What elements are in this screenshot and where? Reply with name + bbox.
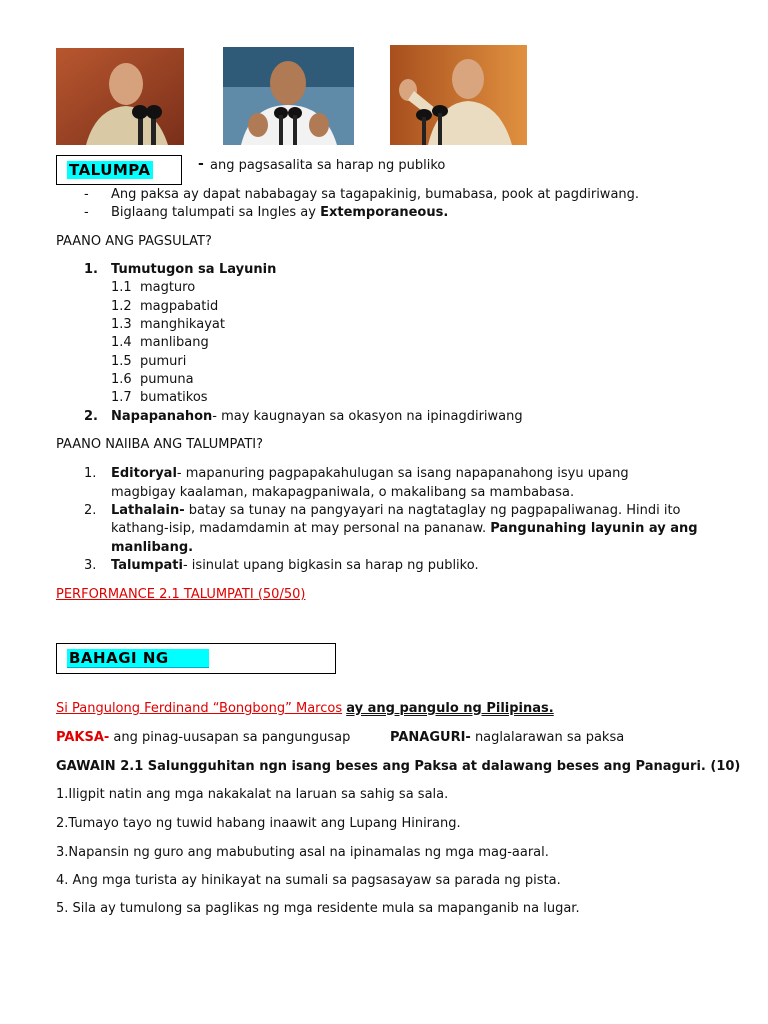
photo-duterte [223,47,354,145]
definition-dash: - [198,156,204,172]
gawain-title: GAWAIN 2.1 Salungguhitan ngn isang beses ang Paksa at dalawang beses ang Panaguri. (10) [56,759,741,774]
gawain-item: 4. Ang mga turista ay hinikayat na sumali sa pagsasayaw sa parada ng pista. [56,873,561,888]
bullet-dash: - [84,187,89,202]
naiiba-item-editoryal: Editoryal- mapanuring pagpapakahulugan sa isang napapanahong isyu upang [111,466,629,481]
sublist-item: 1.1 magturo [111,280,196,295]
naiiba-item-lathalain-cont: kathang-isip, madamdamin at may personal na pananaw. Pangunahing layunin ay ang [111,521,698,536]
performance-task-link[interactable]: PERFORMANCE 2.1 TALUMPATI (50/50) [56,587,306,602]
talumpati-title-box [56,155,182,185]
sublist-item: 1.2 magpabatid [111,299,219,314]
paksa-definition: PAKSA- ang pinag-uusapan sa pangungusap [56,730,351,745]
sublist-item: 1.7 bumatikos [111,390,208,405]
example-subject: Si Pangulong Ferdinand “Bongbong” Marcos [56,701,343,716]
pagsulat-heading: PAANO ANG PAGSULAT? [56,234,212,249]
bullet-biglaan [111,205,448,220]
bullet-paksa: Ang paksa ay dapat nababagay sa tagapakinig, bumabasa, pook at pagdiriwang. [111,187,640,202]
talumpati-definition: ang pagsasalita sa harap ng publiko [210,158,446,173]
panaguri-definition: PANAGURI- naglalarawan sa paksa [390,730,625,745]
naiiba-heading: PAANO NAIIBA ANG TALUMPATI? [56,437,264,452]
photo-aquino [56,48,184,145]
naiiba-item-editoryal-cont: magbigay kaalaman, makapagpaniwala, o makalibang sa mambabasa. [111,485,575,500]
list-number: 3. [84,558,97,573]
gawain-item: 1.Iligpit natin ang mga nakakalat na laruan sa sahig sa sala. [56,787,449,802]
list-number: 2. [84,503,97,518]
bullet-biglaan-text: Biglaang talumpati sa Ingles ay [111,205,321,220]
talumpati-title: TALUMPA [69,161,151,179]
bullet-dash: - [84,205,89,220]
naiiba-item-lathalain: Lathalain- batay sa tunay na pangyayari na nagtataglay ng pagpapaliwanag. Hindi ito [111,503,681,518]
extemporaneous-term: Extemporaneous. [320,205,449,220]
list-number: 2. [84,409,98,424]
bahagi-title: BAHAGI NG [67,649,209,668]
sublist-item: 1.6 pumuna [111,372,194,387]
gawain-item: 3.Napansin ng guro ang mabubuting asal na ipinamalas ng mga mag-aaral. [56,845,549,860]
pagsulat-item-layunin: Tumutugon sa Layunin [111,262,277,277]
list-number: 1. [84,466,97,481]
example-predicate: ay ang pangulo ng Pilipinas. [346,701,554,716]
gawain-item: 5. Sila ay tumulong sa paglikas ng mga residente mula sa mapanganib na lugar. [56,901,580,916]
gawain-item: 2.Tumayo tayo ng tuwid habang inaawit ang Lupang Hinirang. [56,816,461,831]
naiiba-item-lathalain-end: manlibang. [111,540,194,555]
sublist-item: 1.3 manghikayat [111,317,225,332]
list-number: 1. [84,262,98,277]
pagsulat-item-napapanahon: Napapanahon- may kaugnayan sa okasyon na ipinagdiriwang [111,409,523,424]
sublist-item: 1.5 pumuri [111,354,187,369]
sublist-item: 1.4 manlibang [111,335,209,350]
bahagi-title-box [56,643,336,674]
photo-marcos [390,45,527,145]
example-sentence [56,701,554,716]
naiiba-item-talumpati: Talumpati- isinulat upang bigkasin sa harap ng publiko. [111,558,479,573]
